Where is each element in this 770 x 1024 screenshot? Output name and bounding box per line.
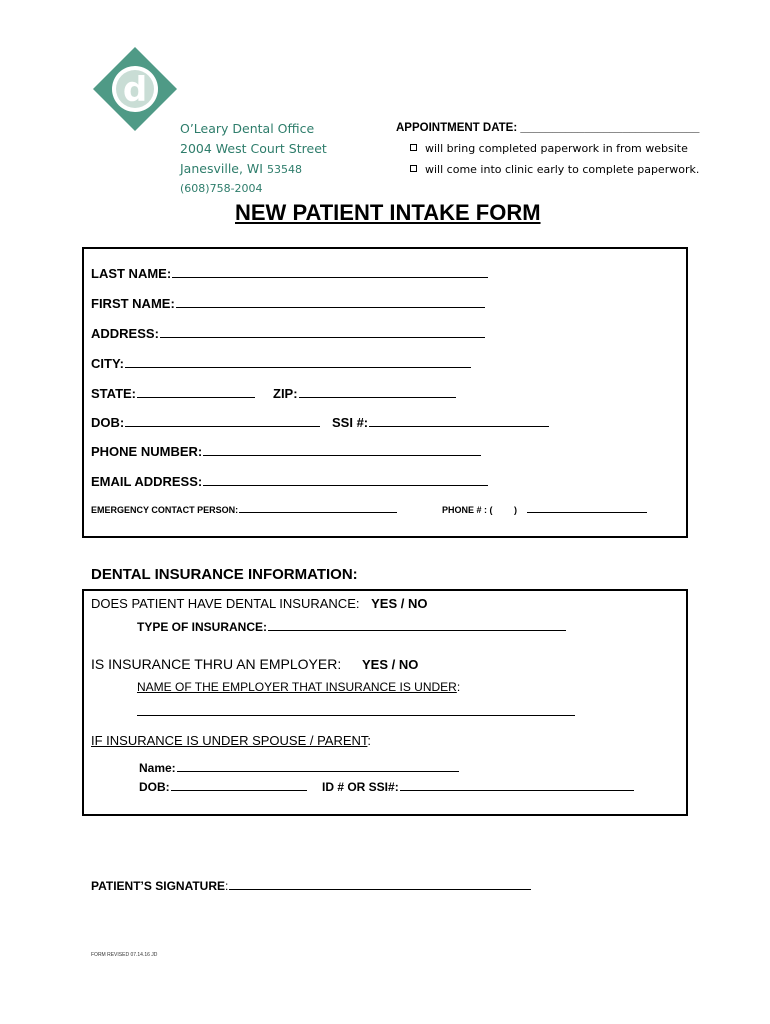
office-phone: (608)758-2004 (180, 182, 263, 195)
employer-name-label: NAME OF THE EMPLOYER THAT INSURANCE IS UNDER (137, 680, 457, 694)
city-line[interactable] (125, 367, 471, 368)
address-field[interactable] (91, 326, 485, 341)
state-label: STATE: (91, 386, 137, 401)
office-city-line (180, 161, 302, 176)
ssi-field[interactable] (332, 415, 549, 430)
emergency-phone-paren: ) (514, 505, 517, 515)
employer-name-label-line (137, 680, 460, 694)
email-field[interactable] (91, 474, 488, 489)
employer-name-line[interactable] (137, 715, 575, 716)
first-name-label: FIRST NAME: (91, 296, 175, 311)
signature-label: PATIENT’S SIGNATURE (91, 879, 226, 893)
emergency-phone-line[interactable] (527, 512, 647, 513)
dob-label: DOB: (91, 415, 125, 430)
last-name-label: LAST NAME: (91, 266, 172, 281)
dob-line[interactable] (125, 426, 320, 427)
emergency-contact-label: EMERGENCY CONTACT PERSON: (91, 505, 239, 515)
zip-label: ZIP: (273, 386, 298, 401)
ssi-line[interactable] (369, 426, 549, 427)
option-website-label: will bring completed paperwork in from website (425, 142, 688, 155)
office-zip: 53548 (266, 163, 302, 176)
office-city-state: Janesville, WI (180, 161, 263, 176)
first-name-field[interactable] (91, 296, 485, 311)
spouse-name-label: Name: (139, 761, 176, 775)
thru-employer-label: IS INSURANCE THRU AN EMPLOYER: (91, 656, 342, 672)
spouse-parent-label: IF INSURANCE IS UNDER SPOUSE / PARENT (91, 733, 368, 748)
spouse-dob-label: DOB: (139, 780, 170, 794)
address-line[interactable] (160, 337, 485, 338)
email-line[interactable] (203, 485, 488, 486)
emergency-phone-field[interactable] (442, 505, 493, 515)
appointment-option-website[interactable] (410, 142, 688, 155)
zip-field[interactable] (273, 386, 456, 401)
checkbox-icon[interactable] (410, 144, 417, 151)
spouse-id-line[interactable] (400, 790, 634, 791)
email-label: EMAIL ADDRESS: (91, 474, 203, 489)
zip-line[interactable] (299, 397, 456, 398)
insurance-type-label: TYPE OF INSURANCE: (137, 620, 268, 634)
last-name-line[interactable] (172, 277, 488, 278)
city-label: CITY: (91, 356, 124, 371)
thru-employer-options[interactable]: YES / NO (362, 657, 419, 672)
phone-number-line[interactable] (203, 455, 481, 456)
office-name: O’Leary Dental Office (180, 121, 315, 136)
address-label: ADDRESS: (91, 326, 159, 341)
thru-employer-question (91, 656, 341, 672)
employer-name-colon: : (456, 680, 461, 694)
insurance-type-line[interactable] (268, 630, 566, 631)
emergency-phone-label: PHONE # : ( (442, 505, 493, 515)
spouse-id-label: ID # OR SSI#: (322, 780, 399, 794)
spouse-id-field[interactable] (322, 780, 634, 794)
last-name-field[interactable] (91, 266, 488, 281)
emergency-contact-field[interactable] (91, 505, 397, 515)
signature-field[interactable] (91, 879, 531, 893)
spouse-parent-colon: : (367, 733, 372, 748)
emergency-phone-number-field[interactable] (514, 505, 647, 515)
spouse-dob-line[interactable] (171, 790, 307, 791)
office-street: 2004 West Court Street (180, 141, 327, 156)
spouse-parent-label-line (91, 733, 371, 748)
spouse-name-line[interactable] (177, 771, 459, 772)
option-clinic-label: will come into clinic early to complete paperwork. (425, 163, 700, 176)
first-name-line[interactable] (176, 307, 485, 308)
checkbox-icon[interactable] (410, 165, 417, 172)
appointment-date-field[interactable]: APPOINTMENT DATE: ____________________________ (396, 122, 700, 134)
phone-number-field[interactable] (91, 444, 481, 459)
signature-line[interactable] (229, 889, 531, 890)
spouse-name-field[interactable] (139, 761, 459, 775)
insurance-heading: DENTAL INSURANCE INFORMATION: (91, 566, 358, 583)
state-field[interactable] (91, 386, 255, 401)
form-title: NEW PATIENT INTAKE FORM (235, 200, 541, 225)
svg-text:d: d (122, 70, 148, 110)
dob-field[interactable] (91, 415, 320, 430)
has-insurance-label: DOES PATIENT HAVE DENTAL INSURANCE: (91, 596, 360, 611)
appointment-option-clinic[interactable] (410, 163, 699, 176)
phone-number-label: PHONE NUMBER: (91, 444, 203, 459)
signature-colon: : (225, 879, 229, 893)
state-line[interactable] (137, 397, 255, 398)
city-field[interactable] (91, 356, 471, 371)
insurance-type-field[interactable] (137, 620, 566, 634)
has-insurance-question (91, 596, 427, 611)
ssi-label: SSI #: (332, 415, 369, 430)
dental-logo (92, 46, 178, 132)
spouse-dob-field[interactable] (139, 780, 307, 794)
form-revision-note: FORM REVISED 07.14.16 JD (91, 952, 158, 958)
emergency-contact-line[interactable] (239, 512, 397, 513)
has-insurance-options[interactable]: YES / NO (371, 596, 428, 611)
